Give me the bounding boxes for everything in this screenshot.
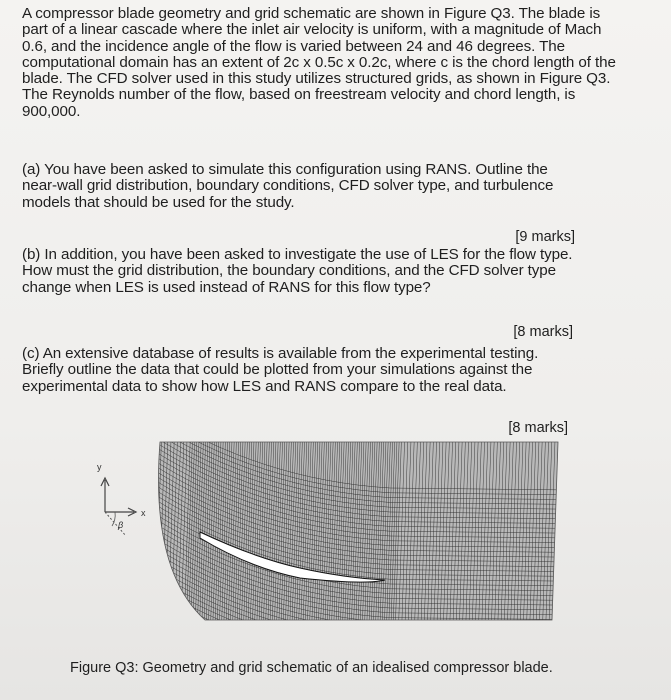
axis-x-label: x bbox=[141, 508, 146, 518]
marks-c: [8 marks] bbox=[508, 420, 568, 436]
intro-paragraph: A compressor blade geometry and grid schematic are shown in Figure Q3. The blade is part of a linear cascade where the inlet air velocity is uniform, with a magnitude of Mach 0.6, and the incidence angle of the flow is varied between 24 and 46 degrees. The computational domain has an extent of 2c x 0.5c x 0.2c, where c is the chord length of the blade. The CFD solver used in this study utilizes structured grids, as shown in Figure Q3. The Reynolds number of the flow, based on freestream velocity and chord length, is 900,000. bbox=[22, 5, 616, 120]
figure-q3-grid bbox=[0, 440, 671, 660]
axis-y-label: y bbox=[97, 462, 102, 472]
question-c: (c) An extensive database of results is available from the experimental testing. Briefly outline the data that could be plotted from your simulations against the experimental data to show how LES and RANS compare to the real data. bbox=[22, 345, 539, 395]
question-b: (b) In addition, you have been asked to investigate the use of LES for the flow type. How must the grid distribution, the boundary conditions, and the CFD solver type change when LES is used instead of RANS for this flow type? bbox=[22, 246, 573, 296]
marks-a: [9 marks] bbox=[515, 229, 575, 245]
question-a: (a) You have been asked to simulate this configuration using RANS. Outline the near-wall grid distribution, boundary conditions, CFD solver type, and turbulence models that should be used for the study. bbox=[22, 161, 554, 211]
structured-grid bbox=[149, 440, 570, 660]
figure-caption: Figure Q3: Geometry and grid schematic of an idealised compressor blade. bbox=[70, 660, 553, 676]
angle-beta-label: β bbox=[118, 520, 124, 530]
angle-arc bbox=[112, 512, 115, 526]
axes-indicator bbox=[97, 462, 146, 536]
marks-b: [8 marks] bbox=[513, 324, 573, 340]
